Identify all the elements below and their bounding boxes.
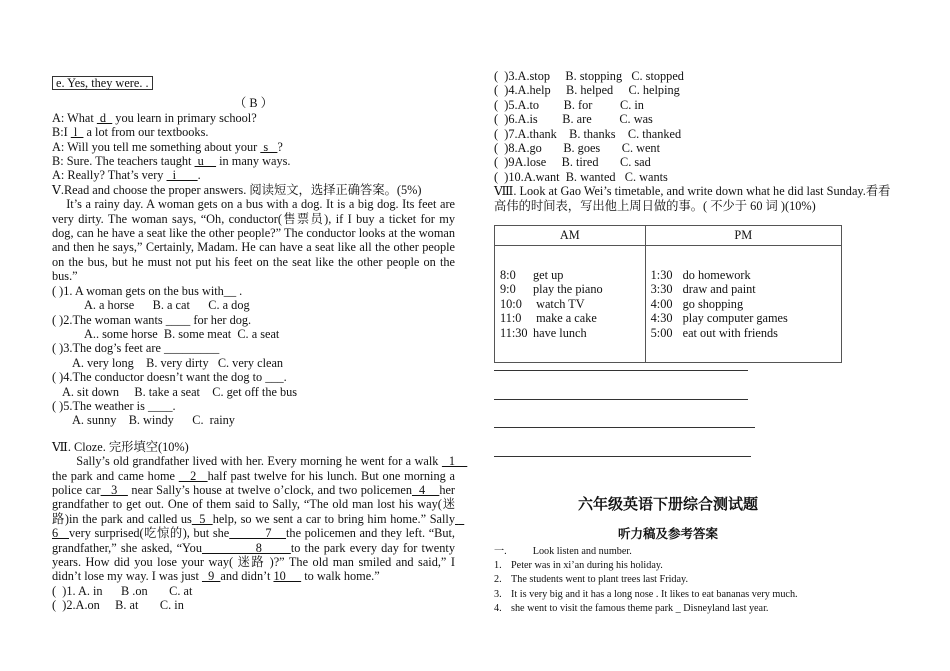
question-options: A. sunny B. windy C. rainy [72, 413, 235, 428]
boxed-answer-line [52, 76, 455, 90]
timetable-row [651, 297, 836, 311]
cloze-question: ( )5.A.to B. for C. in [494, 97, 644, 112]
dialog-line [52, 168, 455, 182]
timetable-row [500, 311, 640, 325]
listening-heading [494, 545, 854, 559]
dialog-block [52, 111, 455, 183]
cloze-question: ( )8.A.go B. goes C. went [494, 141, 660, 156]
dialog-text: in many ways. [216, 154, 291, 169]
timetable [494, 225, 842, 363]
question-stem: ( )2.The woman wants ____ for her dog. [52, 312, 252, 327]
timetable-activity: have lunch [533, 325, 587, 340]
timetable-time: 8:0 [500, 268, 516, 282]
cloze-blank: 8 [201, 540, 291, 555]
timetable-activity: get up [533, 268, 564, 282]
listening-item-number: 3. [494, 588, 502, 600]
cloze-blank: 9 [201, 569, 221, 584]
section7-questions-continued [494, 69, 904, 184]
timetable-activity: watch TV [533, 296, 585, 311]
dialog-text: B:I [52, 125, 71, 140]
timetable-activity: draw and paint [682, 282, 756, 297]
listening-section-text: Look listen and number. [532, 546, 632, 557]
listening-items [494, 559, 854, 616]
answer-line-2[interactable] [494, 399, 748, 400]
timetable-pm-header: PM [645, 226, 841, 246]
timetable-time: 11:0 [500, 311, 522, 326]
dialog-text: A: Really? That’s very [52, 168, 167, 183]
cloze-question: ( )9A.lose B. tired C. sad [494, 155, 651, 170]
timetable-activity: eat out with friends [682, 325, 778, 340]
listening-item [494, 559, 854, 573]
listening-section-number: 一. [494, 546, 507, 557]
cloze-question: ( )7.A.thank B. thanks C. thanked [494, 126, 682, 141]
question-stem: ( )4.The conductor doesn’t want the dog to ___. [52, 370, 287, 385]
dialog-blank: l [70, 125, 84, 140]
cloze-blank: 4 [412, 482, 440, 497]
timetable-activity: play computer games [682, 311, 788, 326]
timetable-time: 5:00 [650, 325, 673, 340]
listening-item-text: she went to visit the famous theme park _ Disneyland last year. [511, 602, 769, 614]
boxed-answer: e. Yes, they were. . [52, 76, 153, 90]
cloze-text: the park and came home [52, 468, 179, 483]
section7-title: Ⅶ. Cloze. 完形填空(10%) [52, 439, 189, 454]
question-stem: ( )3.The dog’s feet are _________ [52, 341, 220, 356]
listening-item-text: Peter was in xi’an during his holiday. [511, 560, 663, 572]
listening-item [494, 573, 854, 587]
cloze-text: near Sally’s house at twelve o’clock, and two policemen [127, 482, 412, 497]
timetable-time: 4:30 [650, 311, 673, 326]
dialog-text: A: Will you tell me something about your [52, 139, 261, 154]
dialog-text: ? [277, 139, 283, 154]
dialog-text: you learn in primary school? [112, 110, 257, 125]
dialog-line [52, 111, 455, 125]
left-column [52, 76, 468, 613]
listening-item-number: 2. [494, 574, 502, 586]
cloze-text: and didn’t [220, 569, 274, 584]
timetable-activity: go shopping [682, 296, 744, 311]
timetable-row [651, 326, 836, 340]
cloze-blank: 6 [52, 511, 465, 541]
cloze-text: to walk home.” [301, 569, 380, 584]
cloze-blank: 3 [100, 482, 128, 497]
dialog-text: A: What [52, 110, 97, 125]
dialog-line [52, 125, 455, 139]
timetable-time: 3:30 [650, 282, 673, 297]
question-stem: ( )5.The weather is ____. [52, 398, 176, 413]
listening-section [494, 545, 854, 616]
listening-item [494, 602, 854, 616]
listening-item-number: 1. [494, 560, 502, 572]
timetable-time: 4:00 [650, 296, 673, 311]
cloze-blank: 1 [441, 454, 468, 469]
cloze-blank: 7 [229, 526, 286, 541]
dialog-blank: s [260, 139, 278, 154]
timetable-pm-cell [645, 246, 841, 363]
timetable-row [500, 326, 640, 340]
dialog-blank: i [166, 168, 198, 183]
answer-key-subtitle: 听力稿及参考答案 [617, 526, 718, 541]
dialog-line [52, 140, 455, 154]
timetable-time: 10:0 [500, 296, 522, 311]
question-options: A. sit down B. take a seat C. get off the bus [62, 384, 298, 399]
dialog-text: a lot from our textbooks. [83, 125, 209, 140]
timetable-activity: do homework [682, 268, 751, 282]
section5-questions [52, 284, 455, 428]
answer-line-1[interactable] [494, 370, 748, 371]
question-options: A. a horse B. a cat C. a dog [84, 298, 250, 313]
right-column-top [494, 69, 904, 213]
timetable-am-cell [495, 246, 646, 363]
cloze-blank: 10 [273, 569, 302, 584]
timetable-row [651, 282, 836, 296]
timetable-activity: play the piano [533, 282, 603, 297]
cloze-text: to the park every day for twenty years. How did you lose your way( 迷路 )?” The old man smiled and said,” I didn’t lose my way. I was just [52, 540, 459, 584]
dialog-blank: u [194, 154, 217, 169]
section5-passage: It’s a rainy day. A woman gets on a bus with a dog. It is a big dog. Its feet are very dirty. The woman says, “Oh, conductor(售票员), if I buy a ticket for my dog, can he have a seat like the other people?” The conductor looks at the woman and then he says,” Certainly, Madam. He can have a seat like all the other people on the bus, but he must not put his feet on the seat like the other people on the bus.” [52, 197, 459, 284]
cloze-question: ( )10.A.want B. wanted C. wants [494, 169, 668, 184]
cloze-question: ( )1. A. in B .on C. at [52, 583, 193, 598]
cloze-question: ( )3.A.stop B. stopping C. stopped [494, 69, 684, 83]
section7-questions [52, 584, 455, 613]
cloze-text: help, so we sent a car to bring him home.” Sally [212, 511, 455, 526]
timetable-am-header: AM [495, 226, 646, 246]
cloze-blank: 2 [178, 468, 208, 483]
cloze-passage [52, 454, 468, 584]
timetable-row [651, 268, 836, 282]
cloze-question: ( )4.A.help B. helped C. helping [494, 83, 680, 98]
cloze-blank: 5 [191, 511, 213, 526]
dialog-text: . [197, 168, 201, 183]
question-stem: ( )1. A woman gets on the bus with__ . [52, 283, 243, 298]
cloze-text: half past twelve for his lunch. But one morning a police car [52, 468, 459, 497]
answer-line-4[interactable] [494, 456, 751, 457]
dialog-line [52, 154, 455, 168]
cloze-question: ( )6.A.is B. are C. was [494, 112, 653, 127]
question-options: A. very long B. very dirty C. very clean [72, 355, 284, 370]
answer-key-title: 六年级英语下册综合测试题 [577, 495, 758, 513]
listening-item-number: 4. [494, 602, 502, 614]
timetable-activity: make a cake [533, 311, 597, 326]
cloze-text: Sally’s old grandfather lived with her. Every morning he went for a walk [52, 454, 442, 469]
section-b-label: （ B ） [234, 96, 273, 111]
timetable-row [651, 311, 836, 325]
dialog-text: B: Sure. The teachers taught [52, 154, 195, 169]
section8-title: Ⅷ. Look at Gao Wei’s timetable, and write down what he did last Sunday.看看高伟的时间表，写出他上周日做的事。( 不少于 60 词 )(10%) [494, 184, 891, 213]
timetable-time: 1:30 [650, 268, 673, 282]
listening-item-text: The students went to plant trees last Friday. [511, 574, 689, 586]
cloze-text: the policemen and they left. “But, grandfather,” she asked, “You [52, 526, 459, 555]
timetable-row [500, 268, 640, 282]
timetable-time: 11:30 [500, 325, 528, 340]
timetable-time: 9:0 [500, 282, 516, 297]
answer-line-3[interactable] [494, 427, 755, 428]
listening-item-text: It is very big and it has a long nose . It likes to eat bananas very much. [511, 588, 798, 600]
section5-title: Ⅴ.Read and choose the proper answers. 阅读短文，选择正确答案。(5%) [52, 182, 422, 197]
listening-item [494, 588, 854, 602]
cloze-question: ( )2.A.on B. at C. in [52, 598, 184, 613]
cloze-text: her grandfather to get out. One of them said to Sally, “The old man lost his way(迷路)in the park and called us [52, 482, 459, 526]
timetable-row [500, 282, 640, 296]
timetable-row [500, 297, 640, 311]
dialog-blank: d [96, 110, 113, 125]
question-options: A.. some horse B. some meat C. a seat [84, 326, 280, 341]
cloze-text: very surprised(吃惊的), but she [69, 526, 230, 541]
